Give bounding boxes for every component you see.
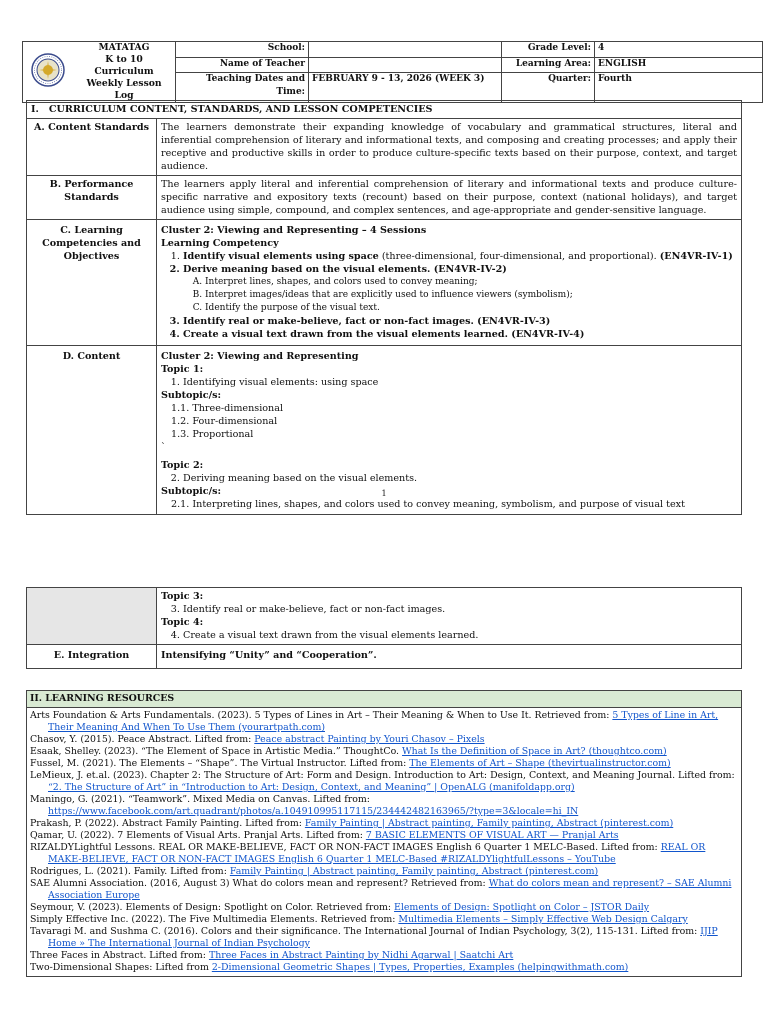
- reference-text: RIZALDYLightful Lessons. REAL OR MAKE-BELIEVE, FACT OR NON-FACT IMAGES English 6 Quarter 1 MELC-Based. Lifted from:: [30, 842, 661, 853]
- content-standards-label: A. Content Standards: [27, 119, 157, 176]
- subtopic-item: 1.3. Proportional: [171, 429, 254, 440]
- competency-1-rest: (three-dimensional, four-dimensional, and proportional).: [378, 251, 660, 262]
- competency-2c: C. Identify the purpose of the visual text.: [205, 302, 737, 315]
- competencies-label: C. Learning Competencies and Objectives: [27, 220, 157, 346]
- competency-item: [183, 263, 737, 315]
- performance-standards-label: B. Performance Standards: [27, 176, 157, 220]
- reference-link[interactable]: Three Faces in Abstract Painting by Nidhi Agarwal | Saatchi Art: [208, 950, 514, 961]
- content-cluster: Cluster 2: Viewing and Representing: [161, 351, 359, 362]
- deped-seal-cell: [23, 42, 74, 103]
- reference-link[interactable]: Elements of Design: Spotlight on Color – JSTOR Daily: [394, 902, 650, 913]
- subtopic-list: [161, 402, 737, 441]
- reference-item: [30, 818, 738, 830]
- reference-text: Rodrigues, L. (2021). Family. Lifted from:: [30, 866, 230, 877]
- reference-item: [30, 830, 738, 842]
- teacher-label: Name of Teacher: [176, 57, 309, 73]
- reference-item: [30, 710, 738, 734]
- topic-1-heading: Topic 1:: [161, 364, 204, 375]
- reference-item: [30, 926, 738, 950]
- reference-text: Esaak, Shelley. (2023). “The Element of Space in Artistic Media.” ThoughtCo.: [30, 746, 403, 757]
- topic-2-heading: Topic 2:: [161, 460, 204, 471]
- content-label: D. Content: [27, 346, 157, 515]
- reference-text: Three Faces in Abstract. Lifted from:: [30, 950, 209, 961]
- integration-text: Intensifying “Unity” and “Cooperation”.: [157, 645, 742, 669]
- reference-item: [30, 770, 738, 794]
- reference-item: [30, 962, 738, 974]
- topic-4-heading: Topic 4:: [161, 617, 204, 628]
- document-title: [73, 42, 176, 103]
- reference-text: Maningo, G. (2021). “Teamwork”. Mixed Media on Canvas. Lifted from:: [30, 794, 370, 805]
- reference-item: [30, 866, 738, 878]
- title-line-3: Weekly Lesson Log: [86, 78, 162, 101]
- performance-standards-text: The learners apply literal and inferential comprehension of literary and informational texts and produce culture-specific narrative and expository texts (recount) based on their purpose, context (national holidays), and target audience using simple, compound, and complex sentences, and age-appropriate and gender-sensitive language.: [157, 176, 742, 220]
- grade-level-label: Grade Level:: [502, 42, 595, 58]
- competency-item: 3. Identify real or make-believe, fact or non-fact images. (EN4VR-IV-3): [183, 315, 737, 328]
- reference-link[interactable]: Family Painting | Abstract painting, Family painting, Abstract (pinterest.com): [304, 818, 674, 829]
- deped-seal-icon: [31, 53, 65, 87]
- section-1-roman: I.: [31, 104, 39, 115]
- reference-item: [30, 746, 738, 758]
- dates-value: FEBRUARY 9 - 13, 2026 (WEEK 3): [309, 73, 502, 103]
- reference-link[interactable]: Peace abstract Painting by Youri Chasov – Pixels: [254, 734, 485, 745]
- competency-item: 4. Create a visual text drawn from the visual elements learned. (EN4VR-IV-4): [183, 328, 737, 341]
- school-value: [309, 42, 502, 58]
- blank-label-cell: [27, 588, 157, 645]
- reference-text: Chasov, Y. (2015). Peace Abstract. Lifted from:: [30, 734, 255, 745]
- competency-1-bold: Identify visual elements using space: [183, 251, 379, 262]
- subtopic-item: 1.1. Three-dimensional: [171, 403, 284, 414]
- competency-1-code: (EN4VR-IV-1): [659, 251, 733, 262]
- reference-text: Simply Effective Inc. (2022). The Five Multimedia Elements. Retrieved from:: [30, 914, 399, 925]
- stray-mark: `: [161, 442, 166, 453]
- learning-resources-heading: II. LEARNING RESOURCES: [27, 691, 742, 708]
- reference-link[interactable]: 7 BASIC ELEMENTS OF VISUAL ART — Pranjal Arts: [365, 830, 619, 841]
- learning-competency-heading: Learning Competency: [161, 238, 279, 249]
- subtopic-item: 2.1. Interpreting lines, shapes, and colors used to convey meaning, symbolism, and purpose of visual text: [171, 499, 685, 510]
- teacher-value: [309, 57, 502, 73]
- section-1-title: CURRICULUM CONTENT, STANDARDS, AND LESSON COMPETENCIES: [48, 104, 433, 115]
- continuation-table: [26, 587, 742, 669]
- reference-item: [30, 914, 738, 926]
- competency-2-sublist: [183, 276, 737, 315]
- topic-1-list: [161, 376, 737, 389]
- topic-4-item: 4. Create a visual text drawn from the visual elements learned.: [183, 629, 737, 642]
- competency-list: [161, 250, 737, 341]
- reference-text: Tavaragi M. and Sushma C. (2016). Colors and their significance. The International Journal of Indian Psychology, 3(2), 115-131. Lifted from:: [30, 926, 701, 937]
- reference-text: Fussel, M. (2021). The Elements – “Shape”. The Virtual Instructor. Lifted from:: [30, 758, 410, 769]
- curriculum-table: [26, 100, 742, 515]
- reference-item: [30, 758, 738, 770]
- subtopics-heading: Subtopic/s:: [161, 390, 222, 401]
- reference-text: Prakash, P. (2022). Abstract Family Painting. Lifted from:: [30, 818, 305, 829]
- topic-3-heading: Topic 3:: [161, 591, 204, 602]
- dates-label: Teaching Dates and Time:: [176, 73, 309, 103]
- page-number: 1: [381, 489, 387, 498]
- reference-link[interactable]: What Is the Definition of Space in Art? (thoughtco.com): [402, 746, 667, 757]
- reference-link[interactable]: REAL OR MAKE-BELIEVE, FACT OR NON-FACT IMAGES English 6 Quarter 1 MELC-Based #RIZALDYlightfulLessons – YouTube: [48, 842, 706, 865]
- reference-item: [30, 950, 738, 962]
- topic-1-item: 1. Identifying visual elements: using space: [183, 376, 737, 389]
- reference-text: Arts Foundation & Arts Fundamentals. (2023). 5 Types of Lines in Art – Their Meaning & When to Use It. Retrieved from:: [30, 710, 613, 721]
- content-standards-text: The learners demonstrate their expanding knowledge of vocabulary and grammatical structures, literal and inferential comprehension of literary and informational texts, and composing and creating processes; and apply their receptive and productive skills in order to produce culture-specific texts based on their purpose, context, and target audience.: [157, 119, 742, 176]
- header-table: [22, 41, 763, 103]
- subtopic-list-2: [161, 498, 737, 511]
- quarter-label: Quarter:: [502, 73, 595, 103]
- topic-2-list: [161, 472, 737, 485]
- school-label: School:: [176, 42, 309, 58]
- topic-3-item: 3. Identify real or make-believe, fact or non-fact images.: [183, 603, 737, 616]
- reference-link[interactable]: 2-Dimensional Geometric Shapes | Types, Properties, Examples (helpingwithmath.com): [211, 962, 629, 973]
- reference-link[interactable]: Family Painting | Abstract painting, Family painting, Abstract (pinterest.com): [229, 866, 599, 877]
- learning-resources-table: [26, 690, 742, 977]
- cluster-title: Cluster 2: Viewing and Representing – 4 Sessions: [161, 225, 427, 236]
- integration-label: E. Integration: [27, 645, 157, 669]
- reference-link[interactable]: https://www.facebook.com/art.quadrant/photos/a.104910995117115/234442482163965/?type=3&locale=hi_IN: [48, 806, 579, 817]
- topic-2-item: 2. Deriving meaning based on the visual elements.: [183, 472, 737, 485]
- competency-2b: B. Interpret images/ideas that are explicitly used to influence viewers (symbolism);: [205, 289, 737, 302]
- reference-text: Qamar, U. (2022). 7 Elements of Visual Arts. Pranjal Arts. Lifted from:: [30, 830, 366, 841]
- reference-text: Seymour, V. (2023). Elements of Design: Spotlight on Color. Retrieved from:: [30, 902, 395, 913]
- reference-text: Two-Dimensional Shapes: Lifted from: [30, 962, 212, 973]
- reference-link[interactable]: IJIP Home » The International Journal of Indian Psychology: [48, 926, 718, 949]
- quarter-value: Fourth: [595, 73, 763, 103]
- grade-level-value: 4: [595, 42, 763, 58]
- competencies-cell: [157, 220, 742, 346]
- reference-link[interactable]: Multimedia Elements – Simply Effective Web Design Calgary: [398, 914, 688, 925]
- reference-link[interactable]: The Elements of Art – Shape (thevirtualinstructor.com): [409, 758, 671, 769]
- competency-2a: A. Interpret lines, shapes, and colors used to convey meaning;: [205, 276, 737, 289]
- competency-2-text: Derive meaning based on the visual elements. (EN4VR-IV-2): [183, 264, 507, 275]
- reference-text: LeMieux, J. et.al. (2023). Chapter 2: The Structure of Art: Form and Design. Introduction to Art: Design, Context, and Meaning Journal. Lifted from:: [30, 770, 735, 781]
- resources-list: [27, 708, 742, 977]
- subtopics-heading-2: Subtopic/s:: [161, 486, 222, 497]
- subtopic-item: 1.2. Four-dimensional: [171, 416, 278, 427]
- reference-link[interactable]: 5 Types of Line in Art, Their Meaning And When To Use Them (yourartpath.com): [48, 710, 719, 733]
- learning-area-value: ENGLISH: [595, 57, 763, 73]
- reference-text: SAE Alumni Association. (2016, August 3) What do colors mean and represent? Retrieved from:: [30, 878, 489, 889]
- title-line-2: K to 10 Curriculum: [94, 54, 154, 77]
- reference-link[interactable]: What do colors mean and represent? – SAE Alumni Association Europe: [48, 878, 732, 901]
- topic-3-list: [161, 603, 737, 616]
- reference-item: [30, 842, 738, 866]
- reference-item: [30, 734, 738, 746]
- section-1-heading: [27, 101, 742, 119]
- learning-area-label: Learning Area:: [502, 57, 595, 73]
- topics-3-4-cell: [157, 588, 742, 645]
- topic-4-list: [161, 629, 737, 642]
- title-line-1: MATATAG: [98, 42, 150, 53]
- competency-item: [183, 250, 737, 263]
- reference-link[interactable]: “2. The Structure of Art” in “Introduction to Art: Design, Context, and Meaning” | OpenALG (manifoldapp.org): [48, 782, 575, 793]
- reference-item: [30, 902, 738, 914]
- reference-item: [30, 794, 738, 818]
- reference-item: [30, 878, 738, 902]
